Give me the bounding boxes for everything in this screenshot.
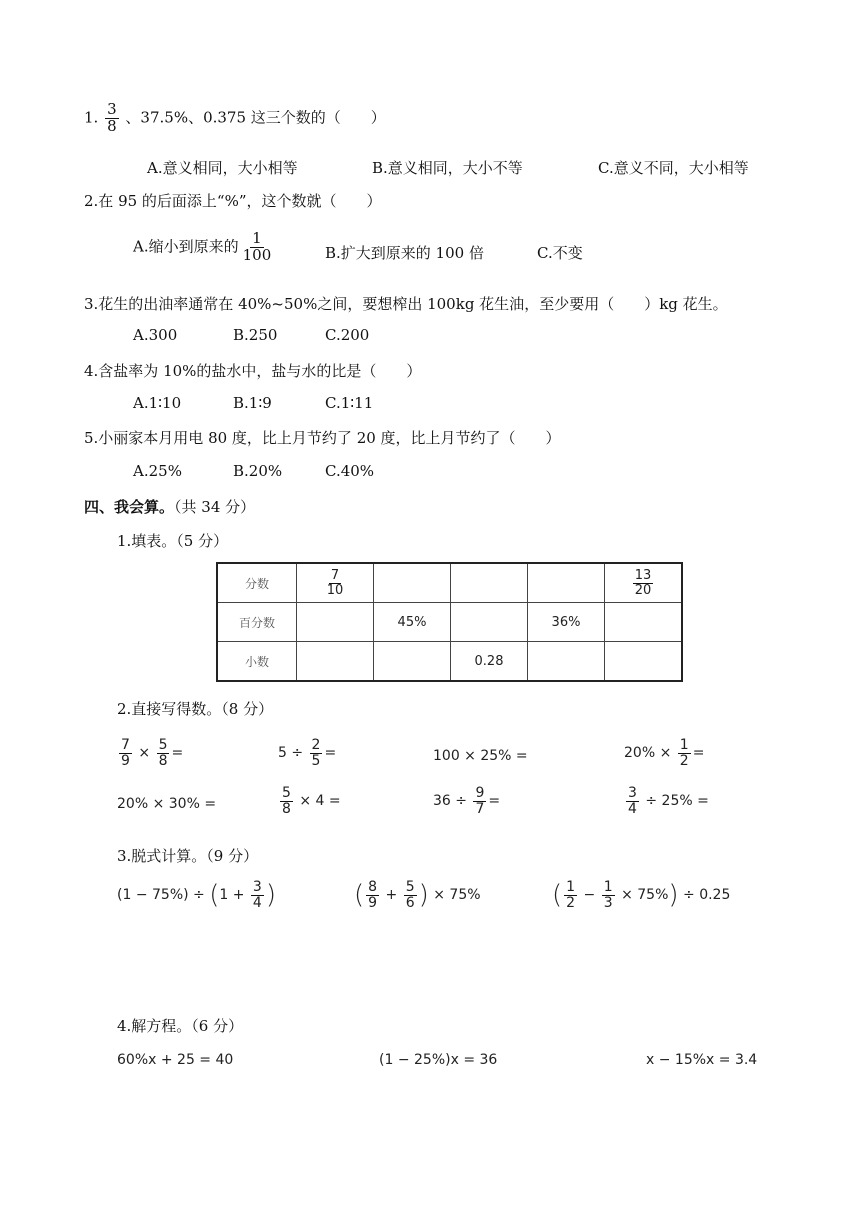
equation-3: x − 15%x = 3.4 — [646, 1052, 758, 1068]
expression-5: 20% × 30% = — [117, 796, 217, 812]
expression-text: 36 ÷ — [433, 793, 467, 810]
expression-text: ÷ 0.25 — [683, 887, 731, 904]
left-paren: ( — [209, 880, 220, 911]
fraction: $\frac{5}{8}$ — [158, 737, 168, 769]
q2-option-a — [133, 231, 275, 264]
row-label: 小数 — [217, 642, 297, 682]
section-title: 四、我会算。 — [84, 498, 175, 516]
q2-option-c: C.不变 — [537, 244, 583, 262]
question-5: 5.小丽家本月用电 80 度，比上月节约了 20 度，比上月节约了（ ） — [84, 429, 561, 447]
q1-option-b: B.意义相同，大小不等 — [372, 159, 523, 177]
option-label: A.缩小到原来的 — [133, 237, 239, 256]
expression-text: 20% × — [624, 745, 672, 762]
fraction: $\frac{3}{8}$ — [107, 100, 117, 135]
q4-option-b: B.1∶9 — [233, 394, 272, 412]
expression-4 — [624, 738, 704, 768]
table-cell[interactable] — [605, 642, 683, 682]
table-cell[interactable] — [451, 603, 528, 642]
fraction: $\frac{3}{4}$ — [628, 785, 637, 817]
left-paren: ( — [552, 880, 563, 911]
table-cell: 45% — [374, 603, 451, 642]
part-4-title: 4.解方程。（6 分） — [117, 1017, 244, 1035]
table-cell[interactable] — [451, 563, 528, 603]
fraction: $\frac{2}{5}$ — [311, 737, 321, 769]
right-paren: ) — [265, 880, 276, 911]
fraction: $\frac{7}{9}$ — [121, 737, 130, 769]
table-cell — [297, 563, 374, 603]
calculation-1 — [117, 880, 276, 910]
equals: = — [324, 745, 337, 762]
right-paren: ) — [418, 880, 429, 911]
expression-text: ÷ 25% = — [645, 793, 709, 810]
fraction: $\frac{1}{2}$ — [679, 737, 689, 769]
fraction: $\frac{7}{10}$ — [326, 567, 344, 598]
q4-option-c: C.1∶11 — [325, 394, 374, 412]
table-cell[interactable] — [528, 563, 605, 603]
table-cell: 36% — [528, 603, 605, 642]
q1-option-c: C.意义不同，大小相等 — [598, 159, 749, 177]
q4-option-a: A.1∶10 — [133, 394, 182, 412]
expression-text: × 4 = — [299, 793, 341, 810]
table-cell[interactable] — [374, 642, 451, 682]
fraction: $\frac{13}{20}$ — [634, 567, 652, 598]
question-4: 4.含盐率为 10%的盐水中，盐与水的比是（ ） — [84, 362, 422, 380]
table-cell[interactable] — [605, 603, 683, 642]
calculation-3 — [552, 880, 730, 910]
part-3-title: 3.脱式计算。（9 分） — [117, 847, 259, 865]
expression-text: 1 + — [219, 887, 245, 904]
fraction: $\frac{3}{4}$ — [252, 879, 262, 911]
operator: − — [583, 887, 596, 904]
q5-option-c: C.40% — [325, 462, 375, 480]
equation-2: (1 − 25%)x = 36 — [379, 1052, 498, 1068]
equals: = — [692, 745, 705, 762]
fraction: $\frac{1}{3}$ — [603, 879, 613, 911]
q3-option-a: A.300 — [133, 326, 178, 344]
part-2-title: 2.直接写得数。（8 分） — [117, 700, 274, 718]
table-row — [217, 603, 682, 642]
left-paren: ( — [354, 880, 365, 911]
fraction: $\frac{1}{100}$ — [242, 229, 272, 264]
expression-3: 100 × 25% = — [433, 748, 528, 764]
section-heading — [84, 496, 255, 517]
expression-6 — [278, 786, 341, 816]
question-2: 2.在 95 的后面添上“%”，这个数就（ ） — [84, 192, 382, 210]
expression-text: × 75% — [621, 887, 669, 904]
expression-7 — [433, 786, 500, 816]
question-number: 1. — [84, 108, 99, 127]
table-row — [217, 642, 682, 682]
table-row — [217, 563, 682, 603]
q5-option-b: B.20% — [233, 462, 283, 480]
q3-option-b: B.250 — [233, 326, 278, 344]
equation-1: 60%x + 25 = 40 — [117, 1052, 234, 1068]
fraction: $\frac{5}{8}$ — [282, 785, 291, 817]
table-cell: 0.28 — [451, 642, 528, 682]
row-label: 分数 — [217, 563, 297, 603]
table-cell[interactable] — [297, 642, 374, 682]
fill-table — [216, 562, 683, 682]
operator: × — [138, 745, 151, 762]
right-paren: ) — [668, 880, 679, 911]
question-3: 3.花生的出油率通常在 40%~50%之间，要想榨出 100kg 花生油，至少要用（ ）kg 花生。 — [84, 295, 728, 313]
table-cell[interactable] — [528, 642, 605, 682]
expression-text: × 75% — [433, 887, 481, 904]
table-cell — [605, 563, 683, 603]
expression-2 — [278, 738, 336, 768]
expression-1 — [117, 738, 183, 768]
table-cell[interactable] — [374, 563, 451, 603]
section-score: （共 34 分） — [174, 498, 256, 516]
calculation-2 — [354, 880, 481, 910]
q1-option-a: A.意义相同，大小相等 — [147, 159, 298, 177]
q5-option-a: A.25% — [133, 462, 182, 480]
question-1 — [84, 102, 386, 135]
q3-option-c: C.200 — [325, 326, 370, 344]
part-1-title: 1.填表。（5 分） — [117, 532, 229, 550]
expression-8 — [624, 786, 709, 816]
expression-text: (1 − 75%) ÷ — [117, 887, 205, 904]
fraction: $\frac{5}{6}$ — [405, 879, 415, 911]
equals: = — [488, 793, 501, 810]
equals: = — [171, 745, 184, 762]
fraction: $\frac{8}{9}$ — [368, 879, 378, 911]
row-label: 百分数 — [217, 603, 297, 642]
table-cell[interactable] — [297, 603, 374, 642]
operator: + — [385, 887, 398, 904]
q2-option-b: B.扩大到原来的 100 倍 — [325, 244, 484, 262]
question-text: 、37.5%、0.375 这三个数的（ ） — [125, 108, 386, 127]
fraction: $\frac{1}{2}$ — [566, 879, 576, 911]
expression-text: 5 ÷ — [278, 745, 304, 762]
fraction: $\frac{9}{7}$ — [475, 785, 485, 817]
